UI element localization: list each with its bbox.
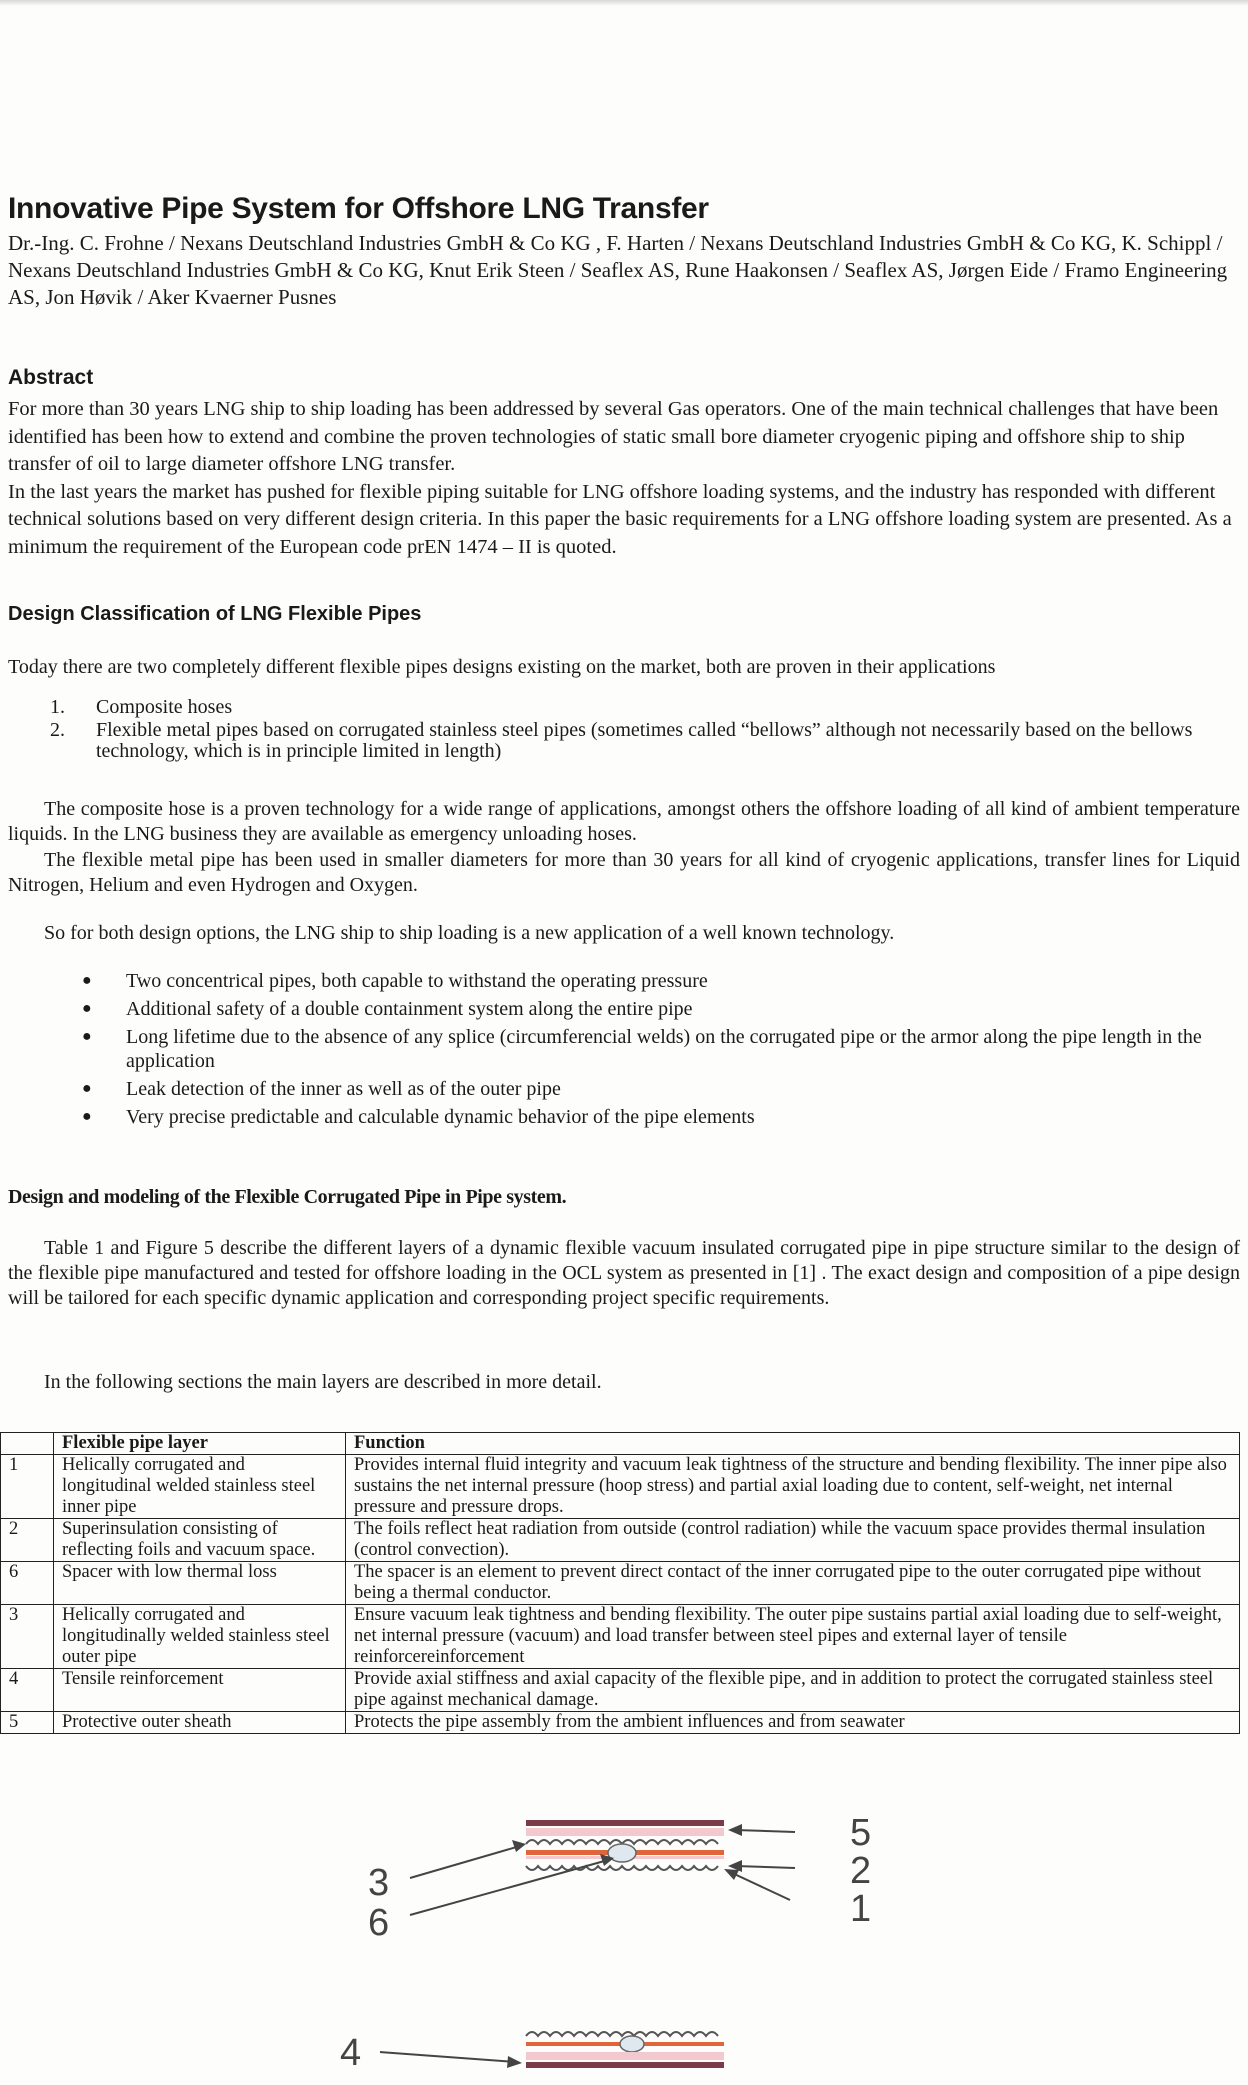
figure-label-1: 1 [850,1888,872,1930]
layer-number: 5 [1,1712,54,1734]
abstract-paragraph-1: For more than 30 years LNG ship to ship loading has been addressed by several Gas operators. One of the main technical challenges that have been identified has been how to extend and combine the proven technologies of static small bore diameter cryogenic piping and offshore ship to ship transfer of oil to large diameter offshore LNG transfer. [8,398,1219,475]
table-row [1,1712,1240,1734]
layer-name: Protective outer sheath [54,1712,346,1734]
metal-pipe-paragraph [8,848,1240,898]
layer-function: Protects the pipe assembly from the ambient influences and from seawater [346,1712,1240,1734]
layer-name: Superinsulation consisting of reflecting foils and vacuum space. [54,1519,346,1562]
lower-spacer-element [620,2036,644,2052]
bullet-icon: ● [82,1080,92,1097]
table-row [1,1562,1240,1605]
table-row [1,1669,1240,1712]
advantages-list [82,969,1212,1133]
arrow-5 [735,1830,795,1832]
layer-number: 2 [1,1519,54,1562]
list-number: 2. [50,719,65,741]
reinforcement-layer-top [526,1828,724,1836]
scan-edge [0,0,1248,6]
bullet-item [82,1077,1212,1101]
list-number: 1. [50,696,65,718]
bullet-icon: ● [82,972,92,989]
bullet-text: Very precise predictable and calculable dynamic behavior of the pipe elements [126,1106,755,1128]
layer-function: The foils reflect heat radiation from outside (control radiation) while the vacuum space provides thermal insulation (control convection). [346,1519,1240,1562]
design-modeling-paragraph [8,1236,1240,1311]
design-classification-intro: Today there are two completely different flexible pipes designs existing on the market, both are proven in their applications [8,656,996,678]
figure-label-5: 5 [850,1812,872,1854]
abstract-body [8,396,1236,561]
layer-number: 1 [1,1455,54,1519]
bullet-text: Two concentrical pipes, both capable to withstand the operating pressure [126,970,708,992]
list-text: Composite hoses [96,696,233,718]
following-sections-text: In the following sections the main layers are described in more detail. [44,1371,602,1393]
abstract-heading: Abstract [8,366,94,389]
author-list: Dr.-Ing. C. Frohne / Nexans Deutschland Industries GmbH & Co KG , F. Harten / Nexans Deutschland Industries GmbH & Co KG, K. Schippl / Nexans Deutschland Industries GmbH & Co KG, Knut Erik Steen / Seaflex AS, Rune Haakonsen / Seaflex AS, Jørgen Eide / Framo Engineering AS, Jon Høvik / Aker Kvaerner Pusnes [8,231,1228,309]
arrowhead-icon [512,1840,526,1852]
following-sections-paragraph [8,1370,1240,1395]
table-header-row [1,1433,1240,1455]
arrowhead-icon [728,1824,742,1836]
design-options-text: So for both design options, the LNG ship to ship loading is a new application of a well known technology. [44,922,895,944]
bullet-item [82,969,1212,993]
bullet-text: Leak detection of the inner as well as of the outer pipe [126,1078,561,1100]
arrow-3 [410,1846,520,1878]
arrow-2 [735,1866,795,1868]
outer-sheath-layer [526,1820,724,1826]
lower-sheath-layer [526,2062,724,2068]
bullet-icon: ● [82,1000,92,1017]
layer-name: Helically corrugated and longitudinal welded stainless steel inner pipe [54,1455,346,1519]
table-header-number [1,1433,54,1455]
design-options-paragraph [8,921,1240,946]
design-modeling-text: Table 1 and Figure 5 describe the different layers of a dynamic flexible vacuum insulated corrugated pipe in pipe structure similar to the design of the flexible pipe manufactured and tested for offshore loading in the OCL system as presented in [1] . The exact design and composition of a pipe design will be tailored for each specific dynamic application and corresponding project specific requirements. [8,1237,1240,1309]
bullet-item [82,1025,1212,1073]
table-row [1,1455,1240,1519]
bullet-item [82,1105,1212,1129]
inner-corrugated-pipe [526,1866,718,1870]
layer-name: Helically corrugated and longitudinally welded stainless steel outer pipe [54,1605,346,1669]
bullet-text: Long lifetime due to the absence of any splice (circumferencial welds) on the corrugated pipe or the armor along the pipe length in the application [126,1026,1202,1072]
figure-label-4: 4 [340,2032,362,2074]
pipe-cross-section-diagram [350,1800,910,2080]
abstract-paragraph-2: In the last years the market has pushed for flexible piping suitable for LNG offshore loading systems, and the industry has responded with different technical solutions based on very different design criteria. In this paper the basic requirements for a LNG offshore loading system are presented. As a minimum the requirement of the European code prEN 1474 – II is quoted. [8,480,1232,558]
lower-corrugated-pipe [526,2032,718,2036]
layer-function: The spacer is an element to prevent direct contact of the inner corrugated pipe to the outer corrugated pipe without being a thermal conductor. [346,1562,1240,1605]
table-row [1,1519,1240,1562]
composite-hose-paragraph [8,797,1240,847]
layer-number: 6 [1,1562,54,1605]
figure-label-6: 6 [368,1902,390,1944]
section-heading-design-modeling: Design and modeling of the Flexible Corrugated Pipe in Pipe system. [8,1186,567,1208]
bullet-text: Additional safety of a double containment system along the entire pipe [126,998,693,1020]
arrowhead-icon [507,2056,522,2068]
layer-name: Spacer with low thermal loss [54,1562,346,1605]
arrow-6 [410,1860,608,1915]
metal-pipe-text: The flexible metal pipe has been used in smaller diameters for more than 30 years for all kind of cryogenic applications, transfer lines for Liquid Nitrogen, Helium and even Hydrogen and Oxygen. [8,849,1240,896]
layer-function: Provides internal fluid integrity and vacuum leak tightness of the structure and bending flexibility. The inner pipe also sustains the net internal pressure (hoop stress) and partial axial loading due to content, self-weight, net internal pressure and pressure drops. [346,1455,1240,1519]
bullet-icon: ● [82,1108,92,1125]
figure-label-3: 3 [368,1862,390,1904]
section-heading-design-classification: Design Classification of LNG Flexible Pipes [8,603,422,625]
arrow-1 [730,1872,790,1900]
design-types-list [50,697,1240,764]
composite-hose-text: The composite hose is a proven technology for a wide range of applications, amongst others the offshore loading of all kind of ambient temperature liquids. In the LNG business they are available as emergency unloading hoses. [8,798,1240,845]
bullet-icon: ● [82,1028,92,1045]
layer-number: 4 [1,1669,54,1712]
layer-function: Ensure vacuum leak tightness and bending flexibility. The outer pipe sustains partial axial loading due to self-weight, net internal pressure (vacuum) and load transfer between steel pipes and external layer of tensile reinforcereinforcement [346,1605,1240,1669]
figure-label-2: 2 [850,1850,872,1892]
list-item [50,697,1240,718]
bullet-item [82,997,1212,1021]
table-row [1,1605,1240,1669]
pipe-layers-table [0,1432,1240,1734]
arrow-4 [380,2052,515,2062]
paper-title: Innovative Pipe System for Offshore LNG Transfer [8,192,709,225]
layer-function: Provide axial stiffness and axial capacity of the flexible pipe, and in addition to protect the corrugated stainless steel pipe against mechanical damage. [346,1669,1240,1712]
table-header-layer: Flexible pipe layer [54,1433,346,1455]
pipe-layer-figure [340,1800,910,2080]
list-text: Flexible metal pipes based on corrugated stainless steel pipes (sometimes called “bellows” although not necessarily based on the bellows technology, which is in principle limited in length) [96,719,1193,762]
lower-reinforcement-layer [526,2052,724,2060]
table-header-function: Function [346,1433,1240,1455]
layer-number: 3 [1,1605,54,1669]
arrowhead-icon [724,1869,739,1880]
list-item [50,720,1240,762]
layer-name: Tensile reinforcement [54,1669,346,1712]
